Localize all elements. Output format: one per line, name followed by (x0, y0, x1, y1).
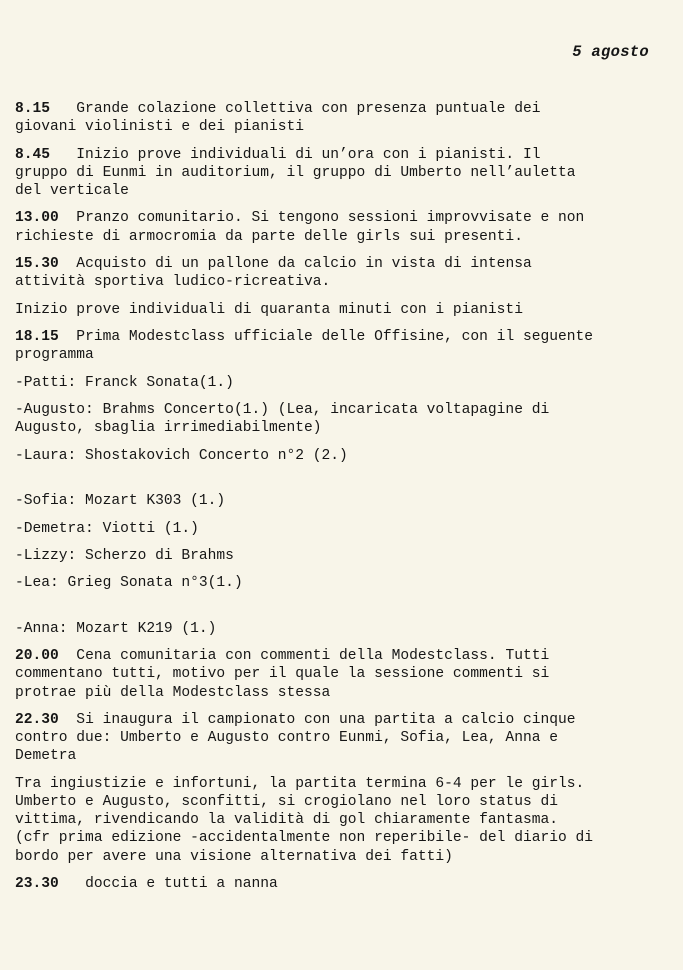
timed-entry (15, 328, 655, 364)
entry-time: 23.30 (15, 876, 59, 893)
entry-time: 8.45 (15, 146, 51, 163)
entry-text: Grande colazione collettiva con presenza puntuale dei giovani violinisti e dei pianisti (15, 101, 541, 136)
entry-time: 13.00 (15, 210, 59, 227)
entry-text: -Lizzy: Scherzo di Brahms (15, 547, 234, 564)
entry-line (15, 620, 655, 638)
timed-entry (15, 647, 655, 702)
entry-line (15, 447, 655, 465)
entry-line (15, 401, 655, 437)
entry-text: Inizio prove individuali di quaranta minuti con i pianisti (15, 301, 523, 318)
timed-entry (15, 209, 655, 245)
diary-entries (15, 100, 655, 902)
entry-text: -Lea: Grieg Sonata n°3(1.) (15, 575, 243, 592)
timed-entry (15, 100, 655, 136)
entry-text: Pranzo comunitario. Si tengono sessioni improvvisate e non richieste di armocromia da parte delle girls sui presenti. (15, 210, 585, 245)
entry-text: Si inaugura il campionato con una partita a calcio cinque contro due: Umberto e Augusto contro Eunmi, Sofia, Lea, Anna e Demetra (15, 712, 576, 765)
entry-line (15, 492, 655, 510)
entry-time: 18.15 (15, 328, 59, 345)
entry-text: -Augusto: Brahms Concerto(1.) (Lea, incaricata voltapagine di Augusto, sbaglia irrimediabilmente) (15, 401, 550, 437)
entry-line (15, 775, 655, 866)
entry-text: Tra ingiustizie e infortuni, la partita termina 6-4 per le girls. Umberto e Augusto, sconfitti, si crogiolano nel loro status di vittima, rivendicando la validità di gol chiaramente fantasma. (cfr prima edizione -accidentalmente non reperibile- del diario di bordo per avere una visione alternativa dei fatti) (15, 775, 594, 865)
entry-text: Prima Modestclass ufficiale delle Offisine, con il seguente programma (15, 328, 594, 364)
entry-text: -Sofia: Mozart K303 (1.) (15, 493, 226, 510)
timed-entry (15, 875, 655, 893)
timed-entry (15, 711, 655, 766)
entry-time: 8.15 (15, 101, 51, 117)
entry-text: -Patti: Franck Sonata(1.) (15, 374, 234, 391)
entry-line (15, 520, 655, 538)
entry-time: 22.30 (15, 712, 59, 729)
entry-line (15, 547, 655, 565)
entry-text: Cena comunitaria con commenti della Modestclass. Tutti commentano tutti, motivo per il quale la sessione commenti si protrae più della Modestclass stessa (15, 648, 550, 701)
entry-line (15, 574, 655, 592)
entry-text: -Demetra: Viotti (1.) (15, 520, 199, 537)
entry-line (15, 301, 655, 319)
entry-time: 20.00 (15, 648, 59, 665)
entry-text: -Laura: Shostakovich Concerto n°2 (2.) (15, 447, 348, 464)
timed-entry (15, 146, 655, 201)
entry-text: -Anna: Mozart K219 (1.) (15, 620, 217, 637)
timed-entry (15, 255, 655, 291)
entry-text: doccia e tutti a nanna (58, 876, 278, 893)
page-date: 5 agosto (572, 43, 649, 61)
blank-line (15, 602, 655, 620)
blank-line (15, 474, 655, 492)
entry-line (15, 374, 655, 392)
entry-time: 15.30 (15, 255, 59, 272)
entry-text: Inizio prove individuali di un’ora con i pianisti. Il gruppo di Eunmi in auditorium, il gruppo di Umberto nell’auletta del verticale (15, 146, 576, 199)
entry-text: Acquisto di un pallone da calcio in vista di intensa attività sportiva ludico-ricreativa. (15, 255, 532, 291)
